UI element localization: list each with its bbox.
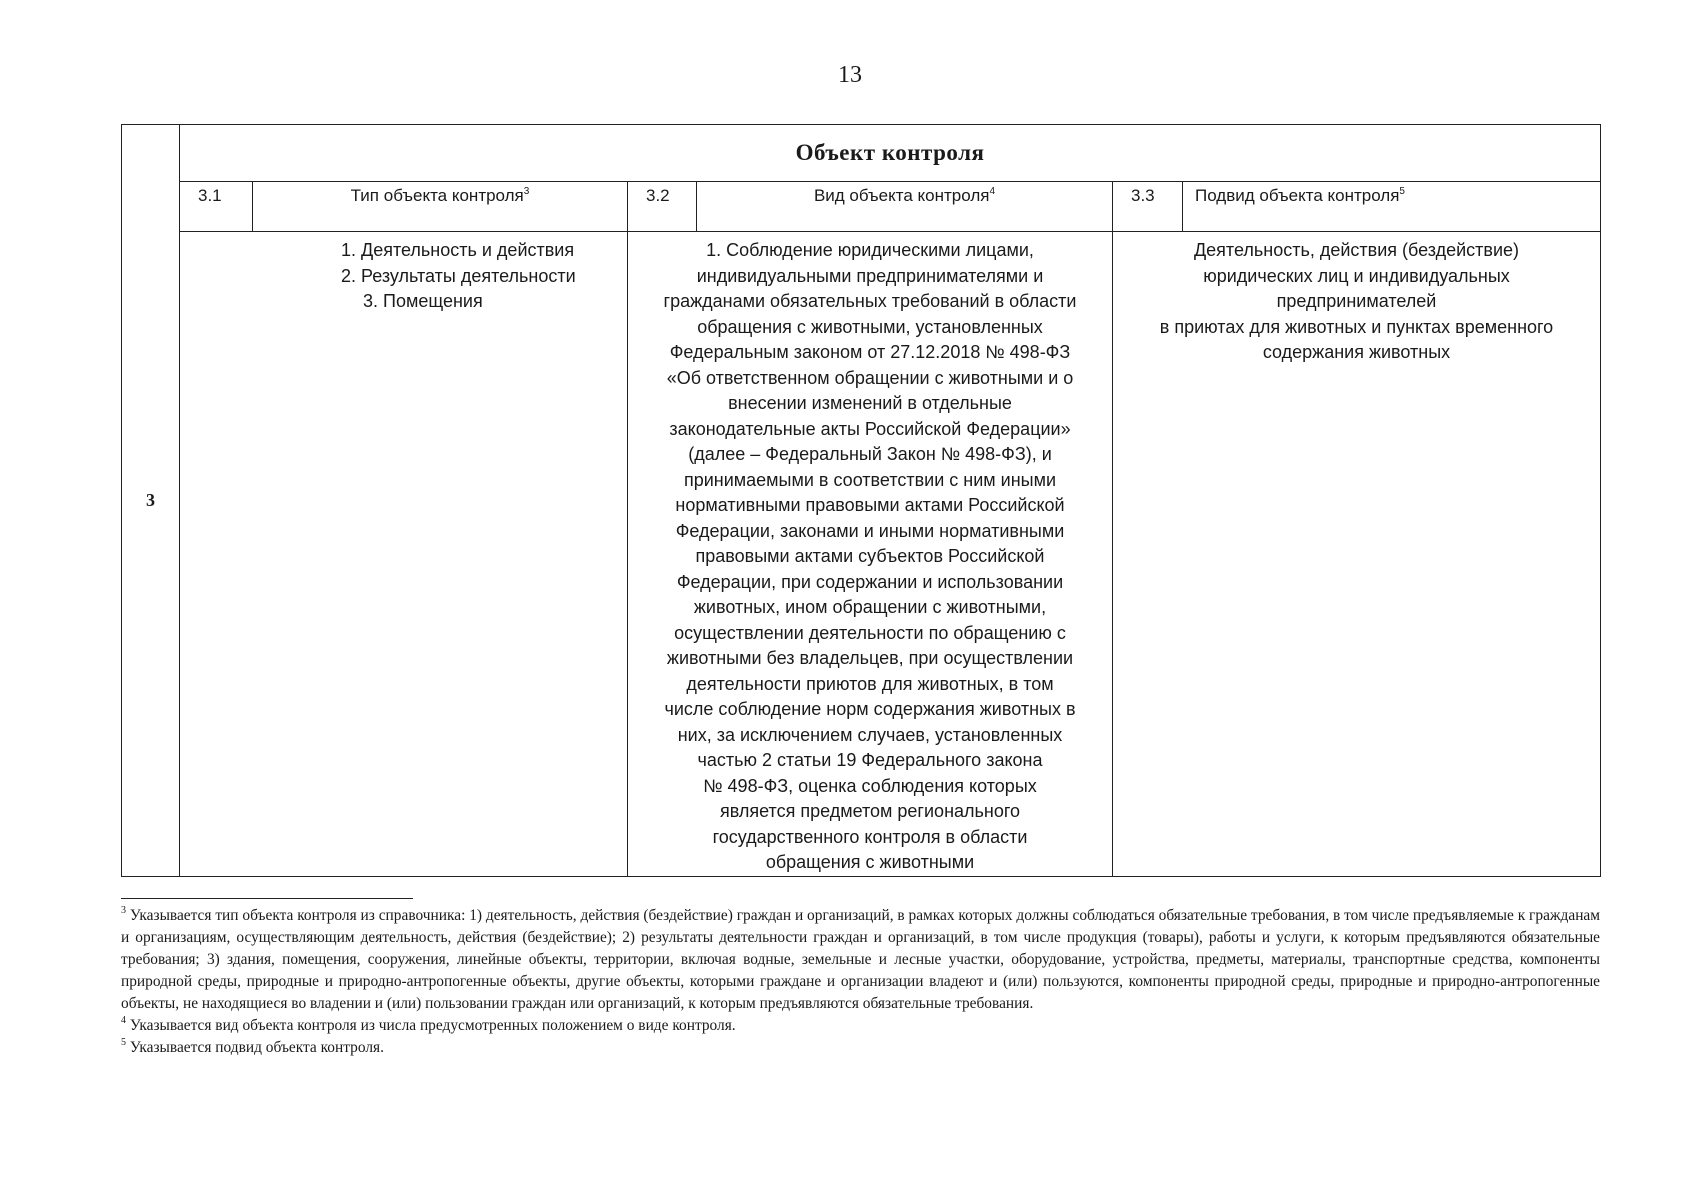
object-type-list (180, 232, 628, 877)
text-line: деятельности приютов для животных, в том (686, 673, 1054, 694)
object-kind-cell (628, 232, 1113, 877)
text-line: 1. Соблюдение юридическими лицами, (706, 240, 1034, 260)
section-title: Объект контроля (180, 125, 1601, 182)
text-line: числе соблюдение норм содержания животных в (664, 699, 1076, 719)
column-label-object-subkind: Подвид объекта контроля$^5$ (1183, 182, 1601, 232)
text-line: животными без владельцев, при осуществлении (666, 648, 1074, 668)
text-line: внесении изменений в отдельные (728, 393, 1012, 413)
footnote-5: $^5$ Указывается подвид объекта контроля. (121, 1037, 384, 1056)
text-line: предпринимателей (1276, 291, 1437, 311)
text-line: Федеральным законом от 27.12.2018 № 498-ФЗ (669, 342, 1071, 362)
text-line: правовыми актами субъектов Российской (695, 546, 1045, 566)
column-number-3-2: 3.2 (628, 182, 697, 232)
text-line: обращения с животными (765, 852, 975, 872)
footnote-mark: 5 (121, 1037, 126, 1048)
text-line: (далее – Федеральный Закон № 498-ФЗ), и (688, 444, 1052, 464)
footnote-ref: 4 (989, 186, 996, 197)
text-line: Деятельность, действия (бездействие) (1193, 240, 1520, 260)
row-number: 3 (122, 125, 180, 877)
text-line: содержания животных (1262, 342, 1451, 362)
list-item: 2. Результаты деятельности (341, 265, 576, 286)
text-line: «Об ответственном обращении с животными и о (666, 367, 1074, 388)
footnotes (121, 905, 1600, 1059)
footnote-3: $^3$ Указывается тип объекта контроля из справочника: 1) деятельность, действия (бездействие) граждан и организаций, в рамках которых должны соблюдаться обязательные требования, в том числе предъявляемые к гражданам и организациям, осуществляющим деятельность, действия (бездействие); 2) результаты деятельности граждан и организаций, в том числе продукция (товары), работы и услуги, к которым предъявляются обязательные требования; 3) здания, помещения, сооружения, линейные объекты, территории, включая водные, земельные и лесные участки, оборудование, устройства, предметы, материалы, транспортные средства, компоненты природной среды, природные и природно-антропогенные объекты, другие объекты, которыми граждане и организации владеют и (или) пользуются, компоненты природной среды, природные и природно-антропогенные объекты, не находящиеся во владении и (или) пользовании граждан или организаций, к которым предъявляются обязательные требования. (121, 905, 1600, 1012)
text-line: законодательные акты Российской Федерации» (669, 418, 1071, 439)
text-line: осуществлении деятельности по обращению с (674, 622, 1066, 643)
text-line: нормативными правовыми актами Российской (675, 495, 1065, 515)
text-line: Федерации, законами и иными нормативными (675, 520, 1065, 541)
footnote-divider (121, 898, 413, 899)
text-line: индивидуальными предпринимателями и (696, 265, 1044, 286)
text-line: № 498-ФЗ, оценка соблюдения которых (703, 775, 1037, 796)
text-line: принимаемыми в соответствии с ним иными (683, 469, 1057, 490)
text-line: гражданами обязательных требований в области (663, 291, 1077, 311)
column-number-3-1: 3.1 (180, 182, 253, 232)
column-label-object-type: Тип объекта контроля$^3$ (253, 182, 628, 232)
footnote-mark: 3 (121, 905, 126, 916)
content-row (122, 232, 1601, 877)
page-number: 13 (838, 62, 862, 88)
column-label-object-kind: Вид объекта контроля$^4$ (697, 182, 1113, 232)
text-line: них, за исключением случаев, установленных (677, 724, 1063, 745)
text-line: государственного контроля в области (712, 826, 1028, 847)
object-subkind-cell (1113, 232, 1601, 877)
control-object-table (121, 124, 1601, 877)
column-number-3-3: 3.3 (1113, 182, 1183, 232)
footnote-ref: 3 (523, 186, 530, 197)
list-item: 3. Помещения (363, 291, 483, 311)
text-line: является предметом регионального (719, 801, 1021, 821)
text-line: Федерации, при содержании и использовании (676, 571, 1064, 592)
text-line: животных, ином обращении с животными, (693, 597, 1047, 617)
footnote-mark: 4 (121, 1015, 126, 1026)
footnote-ref: 5 (1399, 186, 1405, 197)
text-line: в приютах для животных и пунктах временного (1159, 316, 1554, 337)
list-item: 1. Деятельность и действия (341, 240, 575, 260)
text-line: юридических лиц и индивидуальных (1203, 265, 1510, 286)
text-line: обращения с животными, установленных (697, 316, 1043, 337)
text-line: частью 2 статьи 19 Федерального закона (697, 750, 1043, 770)
column-header-row (122, 182, 1601, 232)
footnote-4: $^4$ Указывается вид объекта контроля из числа предусмотренных положением о виде контроля. (121, 1015, 736, 1034)
